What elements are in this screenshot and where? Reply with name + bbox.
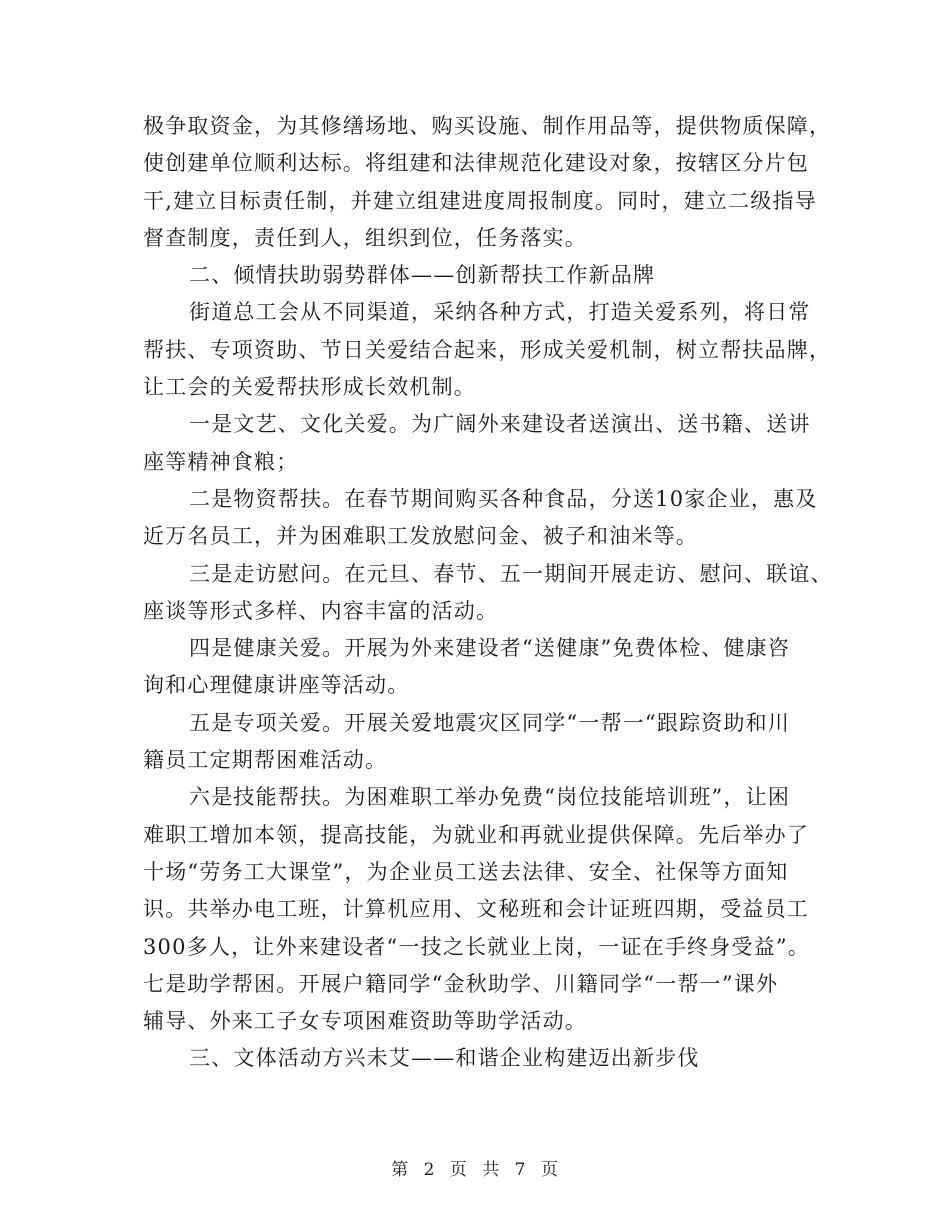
footer-label-ye: 页	[540, 1160, 559, 1180]
text-line: 使创建单位顺利达标。将组建和法律规范化建设对象，按辖区分片包	[143, 151, 809, 176]
page-footer	[0, 1155, 950, 1180]
total-pages: 7	[514, 1160, 527, 1180]
text-line: 近万名员工，并为困难职工发放慰问金、被子和油米等。	[143, 524, 698, 549]
text-line: 三是走访慰问。在元旦、春节、五一期间开展走访、慰问、联谊、	[189, 561, 833, 586]
text-line: 帮扶、专项资助、节日关爱结合起来，形成关爱机制，树立帮扶品牌，	[143, 337, 832, 362]
section-heading: 二、倾情扶助弱势群体——创新帮扶工作新品牌	[189, 263, 656, 288]
text-line: 识。共举办电工班，计算机应用、文秘班和会计证班四期，受益员工	[143, 897, 809, 922]
section-heading: 三、文体活动方兴未艾——和谐企业构建迈出新步伐	[189, 1046, 700, 1071]
text-line: 六是技能帮扶。为困难职工举办免费“岗位技能培训班”，让困	[189, 785, 791, 810]
text-line: 街道总工会从不同渠道，采纳各种方式，打造关爱系列，将日常	[189, 300, 811, 325]
text-line: 籍员工定期帮困难活动。	[143, 748, 388, 773]
text-line: 一是文艺、文化关爱。为广阔外来建设者送演出、送书籍、送讲	[189, 412, 811, 437]
footer-label-di: 第	[391, 1160, 410, 1180]
text-line: 十场“劳务工大课堂”，为企业员工送去法律、安全、社保等方面知	[143, 859, 789, 884]
text-line: 七是助学帮困。开展户籍同学“金秋助学、川籍同学“一帮一”课外	[143, 971, 779, 996]
text-line: 干,建立目标责任制，并建立组建进度周报制度。同时，建立二级指导	[143, 188, 817, 213]
text-line: 询和心理健康讲座等活动。	[143, 673, 410, 698]
text-line: 座等精神食粮；	[143, 449, 299, 474]
text-line: 辅导、外来工子女专项困难资助等助学活动。	[143, 1009, 587, 1034]
text-line: 四是健康关爱。开展为外来建设者“送健康”免费体检、健康咨	[189, 636, 791, 661]
text-line: 让工会的关爱帮扶形成长效机制。	[143, 375, 476, 400]
footer-label-ye: 页	[449, 1160, 468, 1180]
text-line: 二是物资帮扶。在春节期间购买各种食品，分送10家企业，惠及	[189, 486, 818, 511]
text-line: 300多人，让外来建设者“一技之长就业上岗，一证在手终身受益”。	[143, 934, 810, 959]
text-line: 座谈等形式多样、内容丰富的活动。	[143, 598, 499, 623]
footer-label-gong: 共	[482, 1160, 501, 1180]
text-line: 极争取资金，为其修缮场地、购买设施、制作用品等，提供物质保障，	[143, 114, 832, 138]
text-line: 督查制度，责任到人，组织到位，任务落实。	[143, 225, 587, 250]
text-line: 五是专项关爱。开展关爱地震灾区同学“一帮一“跟踪资助和川	[189, 710, 791, 735]
document-body	[143, 108, 833, 1078]
text-line: 难职工增加本领，提高技能，为就业和再就业提供保障。先后举办了	[143, 822, 809, 847]
page-number: 2	[423, 1160, 436, 1180]
